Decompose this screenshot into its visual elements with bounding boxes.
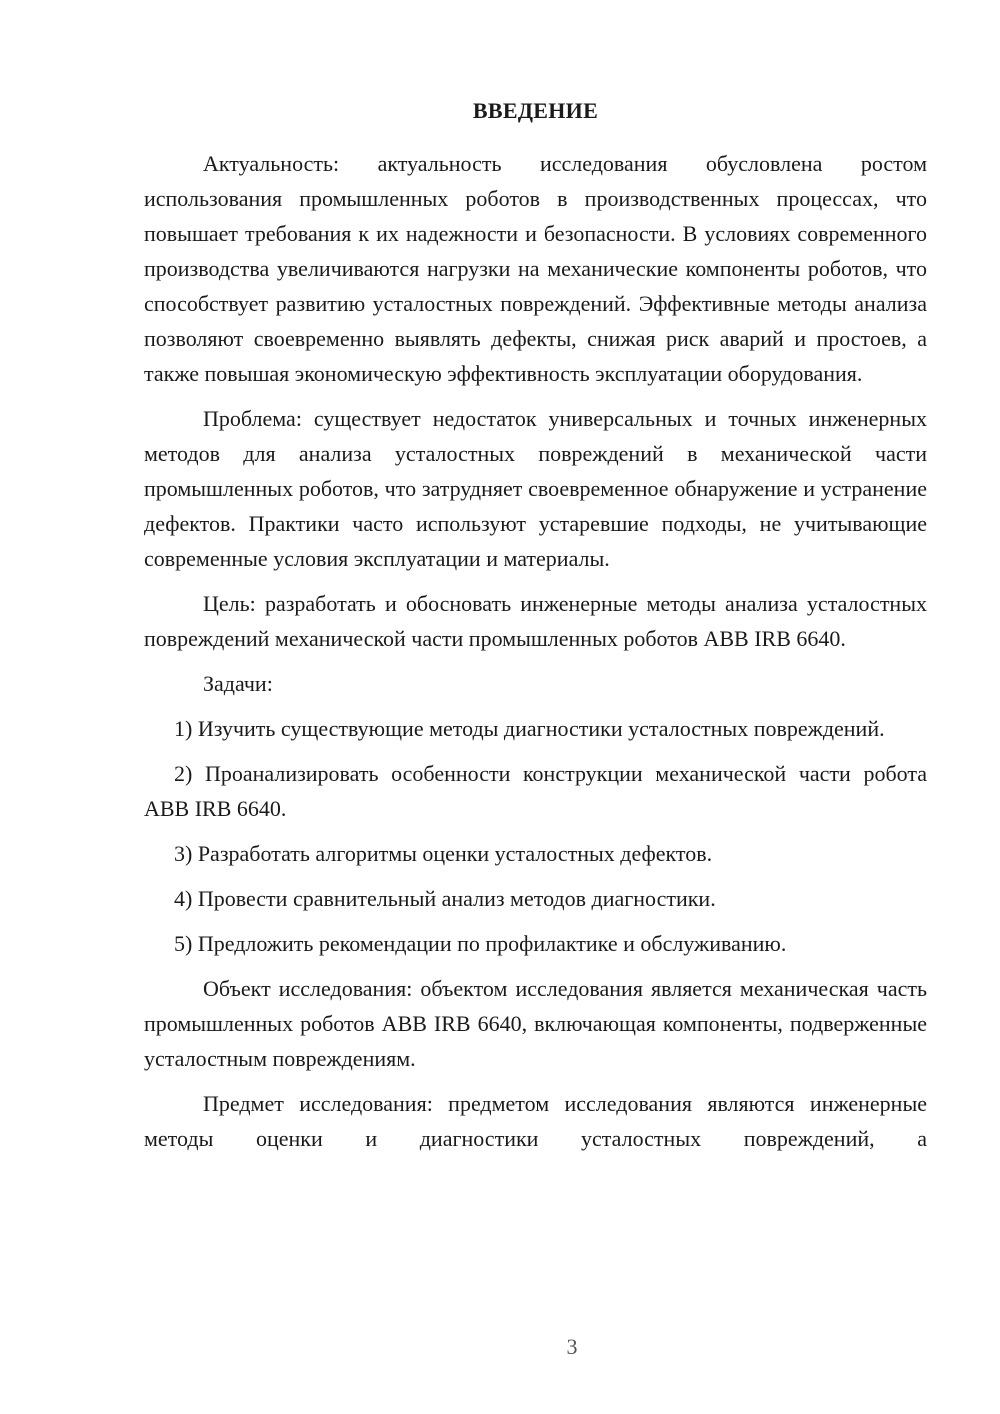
task-item-3: 3) Разработать алгоритмы оценки усталостных дефектов. <box>174 841 713 866</box>
task-item-4: 4) Провести сравнительный анализ методов диагностики. <box>174 886 716 911</box>
section-heading: ВВЕДЕНИЕ <box>472 98 599 123</box>
tasks-label: Задачи: <box>203 671 273 696</box>
body-text <box>144 146 927 1166</box>
paragraph-relevance: Актуальность: актуальность исследования обусловлена ростом использования промышленных роботов в производственных процессах, что повышает требования к их надежности и безопасности. В условиях современного производства увеличиваются нагрузки на механические компоненты роботов, что способствует развитию усталостных повреждений. Эффективные методы анализа позволяют своевременно выявлять дефекты, снижая риск аварий и простоев, а также повышая экономическую эффективность эксплуатации оборудования. <box>144 151 927 386</box>
task-item-5: 5) Предложить рекомендации по профилактике и обслуживанию. <box>174 931 787 956</box>
paragraph-object: Объект исследования: объектом исследования является механическая часть промышленных роботов ABB IRB 6640, включающая компоненты, подверженные усталостным повреждениям. <box>144 976 927 1071</box>
paragraph-subject: Предмет исследования: предметом исследования являются инженерные методы оценки и диагностики усталостных повреждений, а <box>144 1091 927 1151</box>
task-item-2: 2) Проанализировать особенности конструкции механической части робота ABB IRB 6640. <box>144 761 927 821</box>
paragraph-problem: Проблема: существует недостаток универсальных и точных инженерных методов для анализа усталостных повреждений в механической части промышленных роботов, что затрудняет своевременное обнаружение и устранение дефектов. Практики часто используют устаревшие подходы, не учитывающие современные условия эксплуатации и материалы. <box>144 406 927 571</box>
page-number: 3 <box>566 1334 578 1359</box>
task-item-1: 1) Изучить существующие методы диагностики усталостных повреждений. <box>174 716 885 741</box>
paragraph-goal: Цель: разработать и обосновать инженерные методы анализа усталостных повреждений механической части промышленных роботов ABB IRB 6640. <box>144 591 927 651</box>
